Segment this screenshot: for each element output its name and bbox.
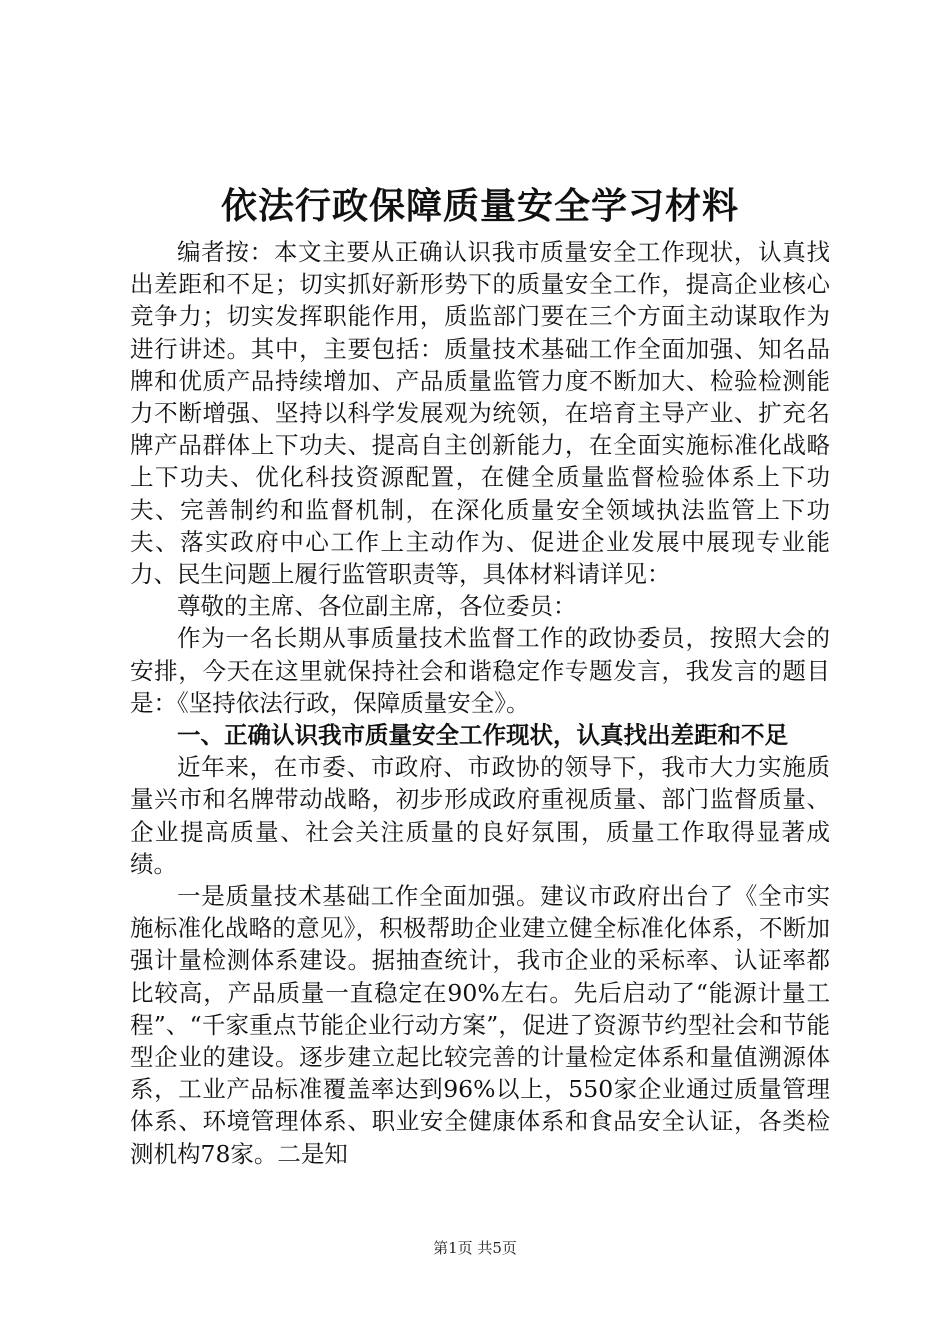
body-paragraph: 一是质量技术基础工作全面加强。建议市政府出台了《全市实施标准化战略的意见》，积极帮助企业建立健全标准化体系，不断加强计量检测体系建设。据抽查统计，我市企业的采标率、认证率都比较高，产品质量一直稳定在90%左右。先后启动了“能源计量工程”、“千家重点节能企业行动方案”，促进了资源节约型社会和节能型企业的建设。逐步建立起比较完善的计量检定体系和量值溯源体系，工业产品标准覆盖率达到96%以上，550家企业通过质量管理体系、环境管理体系、职业安全健康体系和食品安全认证，各类检测机构78家。二是知 xyxy=(130,882,830,1168)
body-paragraph: 近年来，在市委、市政府、市政协的领导下，我市大力实施质量兴市和名牌带动战略，初步形成政府重视质量、部门监督质量、企业提高质量、社会关注质量的良好氛围，质量工作取得显著成绩。 xyxy=(130,753,830,878)
page-footer: 第1页 共5页 xyxy=(433,1239,517,1257)
intro-paragraph: 作为一名长期从事质量技术监督工作的政协委员，按照大会的安排，今天在这里就保持社会和谐稳定作专题发言，我发言的题目是：《坚持依法行政，保障质量安全》。 xyxy=(130,624,830,717)
editor-note-paragraph: 编者按：本文主要从正确认识我市质量安全工作现状，认真找出差距和不足；切实抓好新形势下的质量安全工作，提高企业核心竞争力；切实发挥职能作用，质监部门要在三个方面主动谋取作为进行讲述。其中，主要包括：质量技术基础工作全面加强、知名品牌和优质产品持续增加、产品质量监管力度不断加大、检验检测能力不断增强、坚持以科学发展观为统领，在培育主导产业、扩充名牌产品群体上下功夫、提高自主创新能力，在全面实施标准化战略上下功夫、优化科技资源配置，在健全质量监督检验体系上下功夫、完善制约和监督机制，在深化质量安全领域执法监管上下功夫、落实政府中心工作上主动作为、促进企业发展中展现专业能力、民生问题上履行监管职责等，具体材料请详见： xyxy=(130,238,830,589)
document-title: 依法行政保障质量安全学习材料 xyxy=(220,185,739,227)
document-page xyxy=(130,180,830,1170)
salutation-paragraph: 尊敬的主席、各位副主席，各位委员： xyxy=(177,592,577,621)
section-heading-1: 一、正确认识我市质量安全工作现状，认真找出差距和不足 xyxy=(177,721,788,750)
